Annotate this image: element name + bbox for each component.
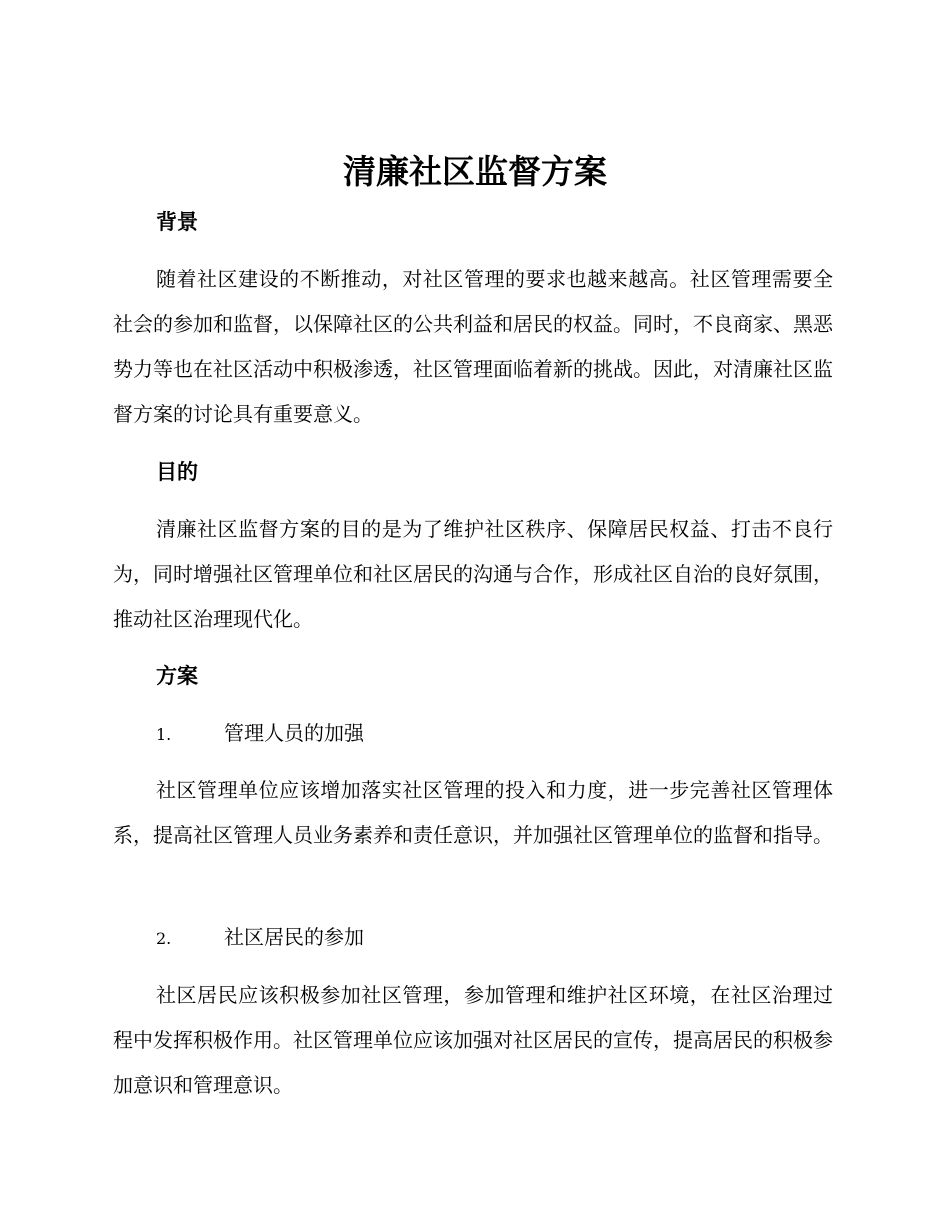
- section-heading-background: 背景: [156, 210, 198, 234]
- plan-item-1-paragraph: 社区管理单位应该增加落实社区管理的投入和力度，进一步完善社区管理体系，提高社区管理人员业务素养和责任意识，并加强社区管理单位的监督和指导。: [113, 778, 833, 847]
- section-heading-purpose: 目的: [156, 460, 198, 484]
- section-heading-plan: 方案: [156, 664, 198, 688]
- list-item-title: 管理人员的加强: [224, 721, 364, 745]
- plan-item-2-paragraph: 社区居民应该积极参加社区管理，参加管理和维护社区环境，在社区治理过程中发挥积极作用。社区管理单位应该加强对社区居民的宣传，提高居民的积极参加意识和管理意识。: [113, 983, 833, 1097]
- plan-item-1: [156, 718, 364, 750]
- list-number: 2.: [156, 929, 172, 948]
- section-paragraph-background: 随着社区建设的不断推动，对社区管理的要求也越来越高。社区管理需要全社会的参加和监督，以保障社区的公共利益和居民的权益。同时，不良商家、黑恶势力等也在社区活动中积极渗透，社区管理面临着新的挑战。因此，对清廉社区监督方案的讨论具有重要意义。: [113, 267, 833, 426]
- section-paragraph-purpose: 清廉社区监督方案的目的是为了维护社区秩序、保障居民权益、打击不良行为，同时增强社区管理单位和社区居民的沟通与合作，形成社区自治的良好氛围，推动社区治理现代化。: [113, 517, 833, 631]
- plan-item-2: [156, 922, 364, 954]
- list-number: 1.: [156, 725, 172, 744]
- list-item-title: 社区居民的参加: [224, 925, 364, 949]
- page-title: 清廉社区监督方案: [343, 152, 607, 191]
